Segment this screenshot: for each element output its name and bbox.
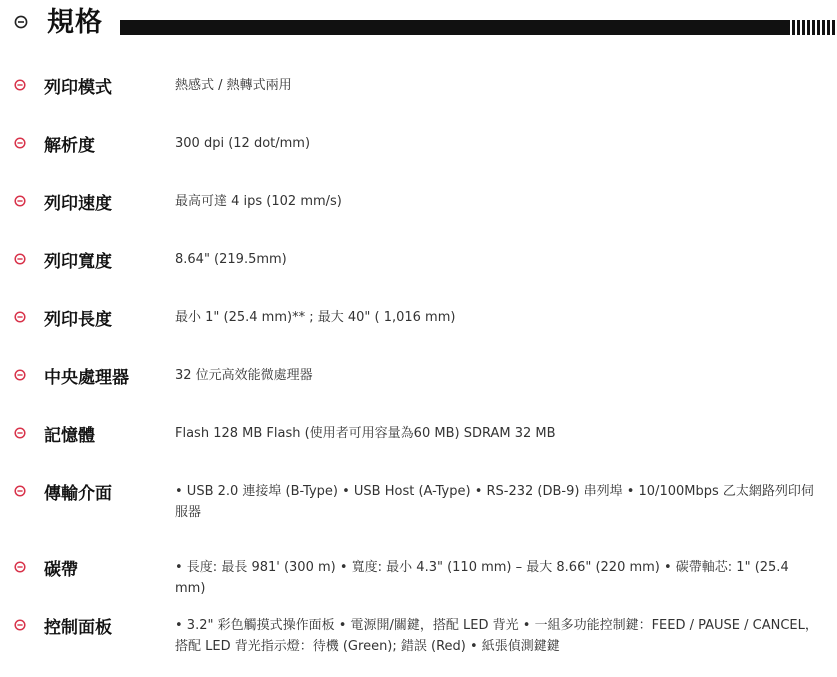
spec-value: • 3.2" 彩色觸摸式操作面板 • 電源開/關鍵，搭配 LED 背光 • 一組多功能控制鍵：FEED / PAUSE / CANCEL，搭配 LED 背光指示燈：待機 (Green); 錯誤 (Red) • 紙張偵測鍵鍵	[175, 618, 818, 654]
collapse-circle-minus-icon[interactable]	[14, 253, 26, 265]
collapse-circle-minus-icon[interactable]	[14, 427, 26, 439]
spec-value: Flash 128 MB Flash (使用者可用容量為60 MB) SDRAM 32 MB	[175, 426, 556, 441]
collapse-circle-minus-icon[interactable]	[14, 619, 26, 631]
spec-value: 熱感式 / 熱轉式兩用	[175, 78, 292, 93]
collapse-circle-minus-icon[interactable]	[14, 485, 26, 497]
spec-value: 8.64" (219.5mm)	[175, 252, 287, 267]
spec-value: • USB 2.0 連接埠 (B-Type) • USB Host (A-Type) • RS-232 (DB-9) 串列埠 • 10/100Mbps 乙太網路列印伺服器	[175, 484, 814, 520]
spec-label: 中央處理器	[44, 368, 129, 388]
spec-value: 32 位元高效能微處理器	[175, 368, 313, 383]
spec-label: 列印長度	[44, 310, 112, 330]
section-title: 規格	[47, 7, 103, 38]
spec-label: 列印速度	[44, 194, 112, 214]
spec-label: 碳帶	[44, 560, 78, 580]
spec-value: 最小 1" (25.4 mm)** ; 最大 40" ( 1,016 mm)	[175, 310, 456, 325]
collapse-circle-minus-icon[interactable]	[14, 137, 26, 149]
spec-value: • 長度: 最長 981' (300 m) • 寬度: 最小 4.3" (110 mm) – 最大 8.66" (220 mm) • 碳帶軸芯: 1" (25.4 mm)	[175, 560, 789, 596]
collapse-circle-minus-icon[interactable]	[14, 369, 26, 381]
collapse-circle-minus-icon[interactable]	[14, 311, 26, 323]
collapse-circle-minus-icon[interactable]	[14, 79, 26, 91]
spec-value: 300 dpi (12 dot/mm)	[175, 136, 311, 151]
spec-label: 列印模式	[44, 78, 112, 98]
spec-label: 控制面板	[44, 618, 112, 638]
spec-label: 傳輸介面	[44, 484, 112, 504]
collapse-circle-minus-icon[interactable]	[14, 195, 26, 207]
spec-label: 解析度	[44, 136, 95, 156]
spec-label: 記憶體	[44, 426, 95, 446]
collapse-circle-minus-icon[interactable]	[14, 561, 26, 573]
spec-value: 最高可達 4 ips (102 mm/s)	[175, 194, 342, 209]
spec-label: 列印寬度	[44, 252, 112, 272]
